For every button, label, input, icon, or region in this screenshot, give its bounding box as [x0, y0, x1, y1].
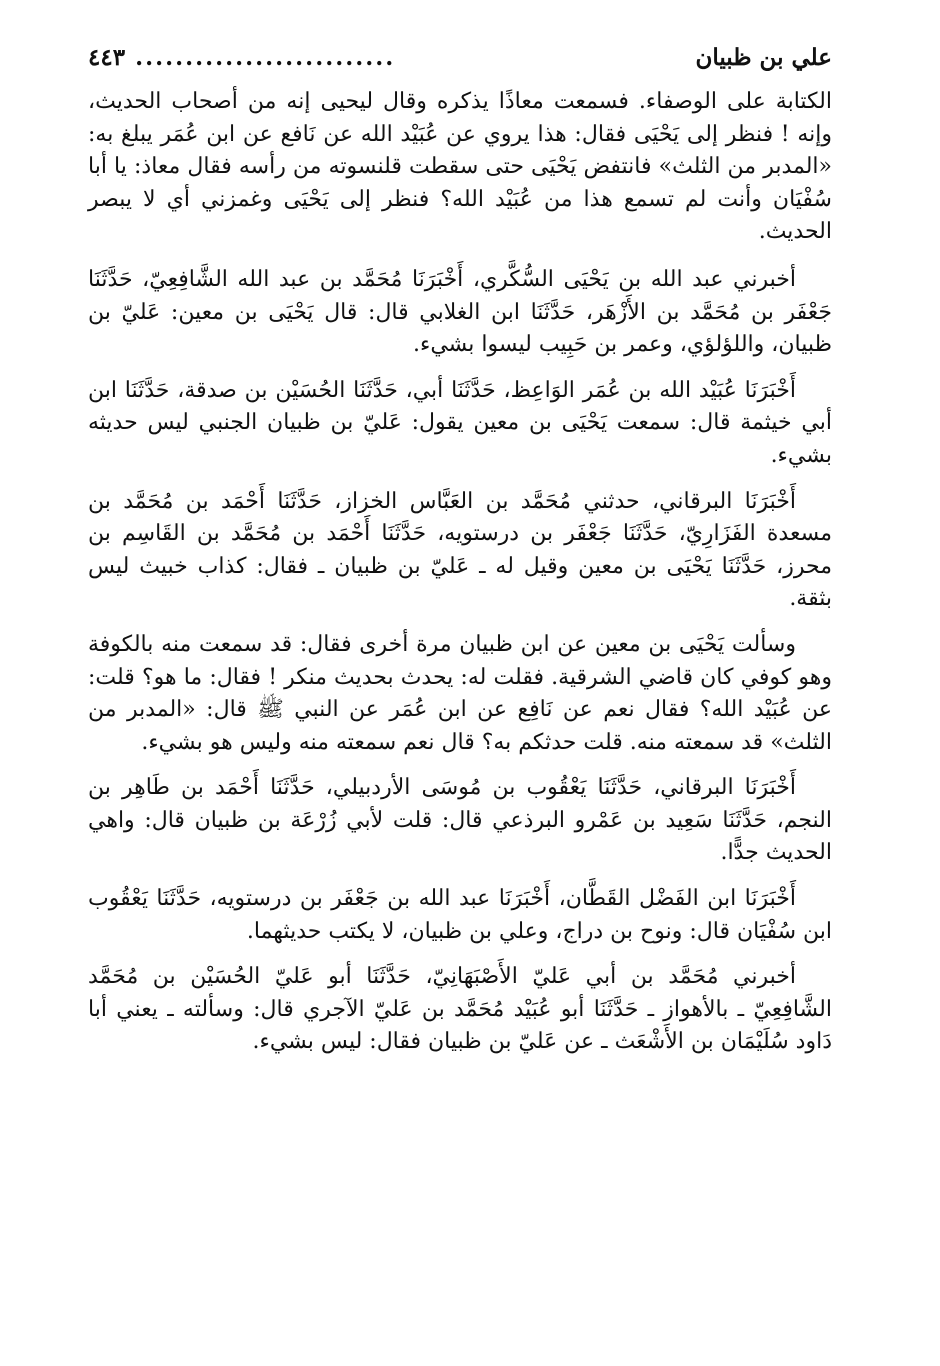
- page-number: ٤٤٣: [88, 44, 126, 71]
- paragraph-5: وسألت يَحْيَى بن معين عن ابن ظبيان مرة أخرى فقال: قد سمعت منه بالكوفة وهو كوفي كان قاضي الشرقية. فقلت له: يحدث بحديث منكر ! فقال: ما هو؟ قلت: عن عُبَيْد الله؟ فقال نعم عن نَافِع عن ابن عُمَر عن النبي ﷺ قال: «المدبر من الثلث» قد سمعته منه. قلت حدثكم به؟ قال نعم سمعته منه وليس هو بشيء.: [88, 631, 832, 755]
- book-page: [88, 36, 832, 1346]
- paragraph-7: أَخْبَرَنَا ابن الفَضْل القَطَّان، أَخْبَرَنَا عبد الله بن جَعْفَر بن درستويه، حَدَّثَنَا يَعْقُوب ابن سُفْيَان قال: ونوح بن دراج، وعلي بن ظبيان، لا يكتب حديثهما.: [88, 886, 832, 944]
- paragraph-4: أَخْبَرَنَا البرقاني، حدثني مُحَمَّد بن العَبَّاس الخزاز، حَدَّثَنَا أَحْمَد بن مُحَمَّد بن مسعدة الفَزَارِيّ، حَدَّثَنَا جَعْفَر بن درستويه، حَدَّثَنَا أَحْمَد بن مُحَمَّد بن القَاسِم بن محرز، حَدَّثَنَا يَحْيَى بن معين وقيل له ـ عَليّ بن ظبيان ـ فقال: كذاب خبيث ليس بثقة.: [88, 488, 832, 612]
- paragraph-8: أخبرني مُحَمَّد بن أبي عَليّ الأَصْبَهَانِيّ، حَدَّثَنَا أبو عَليّ الحُسَيْن بن مُحَمَّد الشَّافِعِيّ ـ بالأهواز ـ حَدَّثَنَا أبو عُبَيْد مُحَمَّد بن عَليّ الآجري قال: وسألته ـ يعني أبا دَاود سُلَيْمَان بن الأَشْعَث ـ عن عَليّ بن ظبيان فقال: ليس بشيء.: [88, 964, 832, 1055]
- running-head-leader-dots: ..........................: [135, 44, 396, 71]
- body-text: [88, 86, 832, 1059]
- running-head-title: علي بن ظبيان: [695, 44, 832, 71]
- running-head: [88, 36, 832, 80]
- paragraph-1: الكتابة على الوصفاء. فسمعت معاذًا يذكره وقال ليحيى إنه من أصحاب الحديث، وإنه ! فنظر إلى يَحْيَى فقال: هذا يروي عن عُبَيْد الله عن نَافع عن ابن عُمَر يبلغ به: «المدبر من الثلث» فانتفض يَحْيَى حتى سقطت قلنسوته من رأسه فقال معاذ: يا أبا سُفْيَان وأنت لم تسمع هذا من عُبَيْد الله؟ فنظر إلى يَحْيَى وغمزني أي لا يبصر الحديث.: [88, 89, 832, 245]
- paragraph-6: أَخْبَرَنَا البرقاني، حَدَّثَنَا يَعْقُوب بن مُوسَى الأردبيلي، حَدَّثَنَا أَحْمَد بن طَاهِر بن النجم، حَدَّثَنَا سَعِيد بن عَمْرو البرذعي قال: قلت لأبي زُرْعَة بن ظبيان قال: واهي الحديث جدًّا.: [88, 775, 832, 866]
- paragraph-2: أخبرني عبد الله بن يَحْيَى السُّكَّري، أَخْبَرَنَا مُحَمَّد بن عبد الله الشَّافِعِيّ، حَدَّثَنَا جَعْفَر بن مُحَمَّد بن الأَزْهَر، حَدَّثَنَا ابن الغلابي قال: قال يَحْيَى بن معين: عَليّ بن ظبيان، واللؤلؤي، وعمر بن حَبِيب ليسوا بشيء.: [88, 266, 832, 358]
- paragraph-3: أَخْبَرَنَا عُبَيْد الله بن عُمَر الوَاعِظ، حَدَّثَنَا أبي، حَدَّثَنَا الحُسَيْن بن صدقة، حَدَّثَنَا ابن أبي خيثمة قال: سمعت يَحْيَى بن معين يقول: عَليّ بن ظبيان الجنبي ليس حديثه بشيء.: [88, 377, 832, 468]
